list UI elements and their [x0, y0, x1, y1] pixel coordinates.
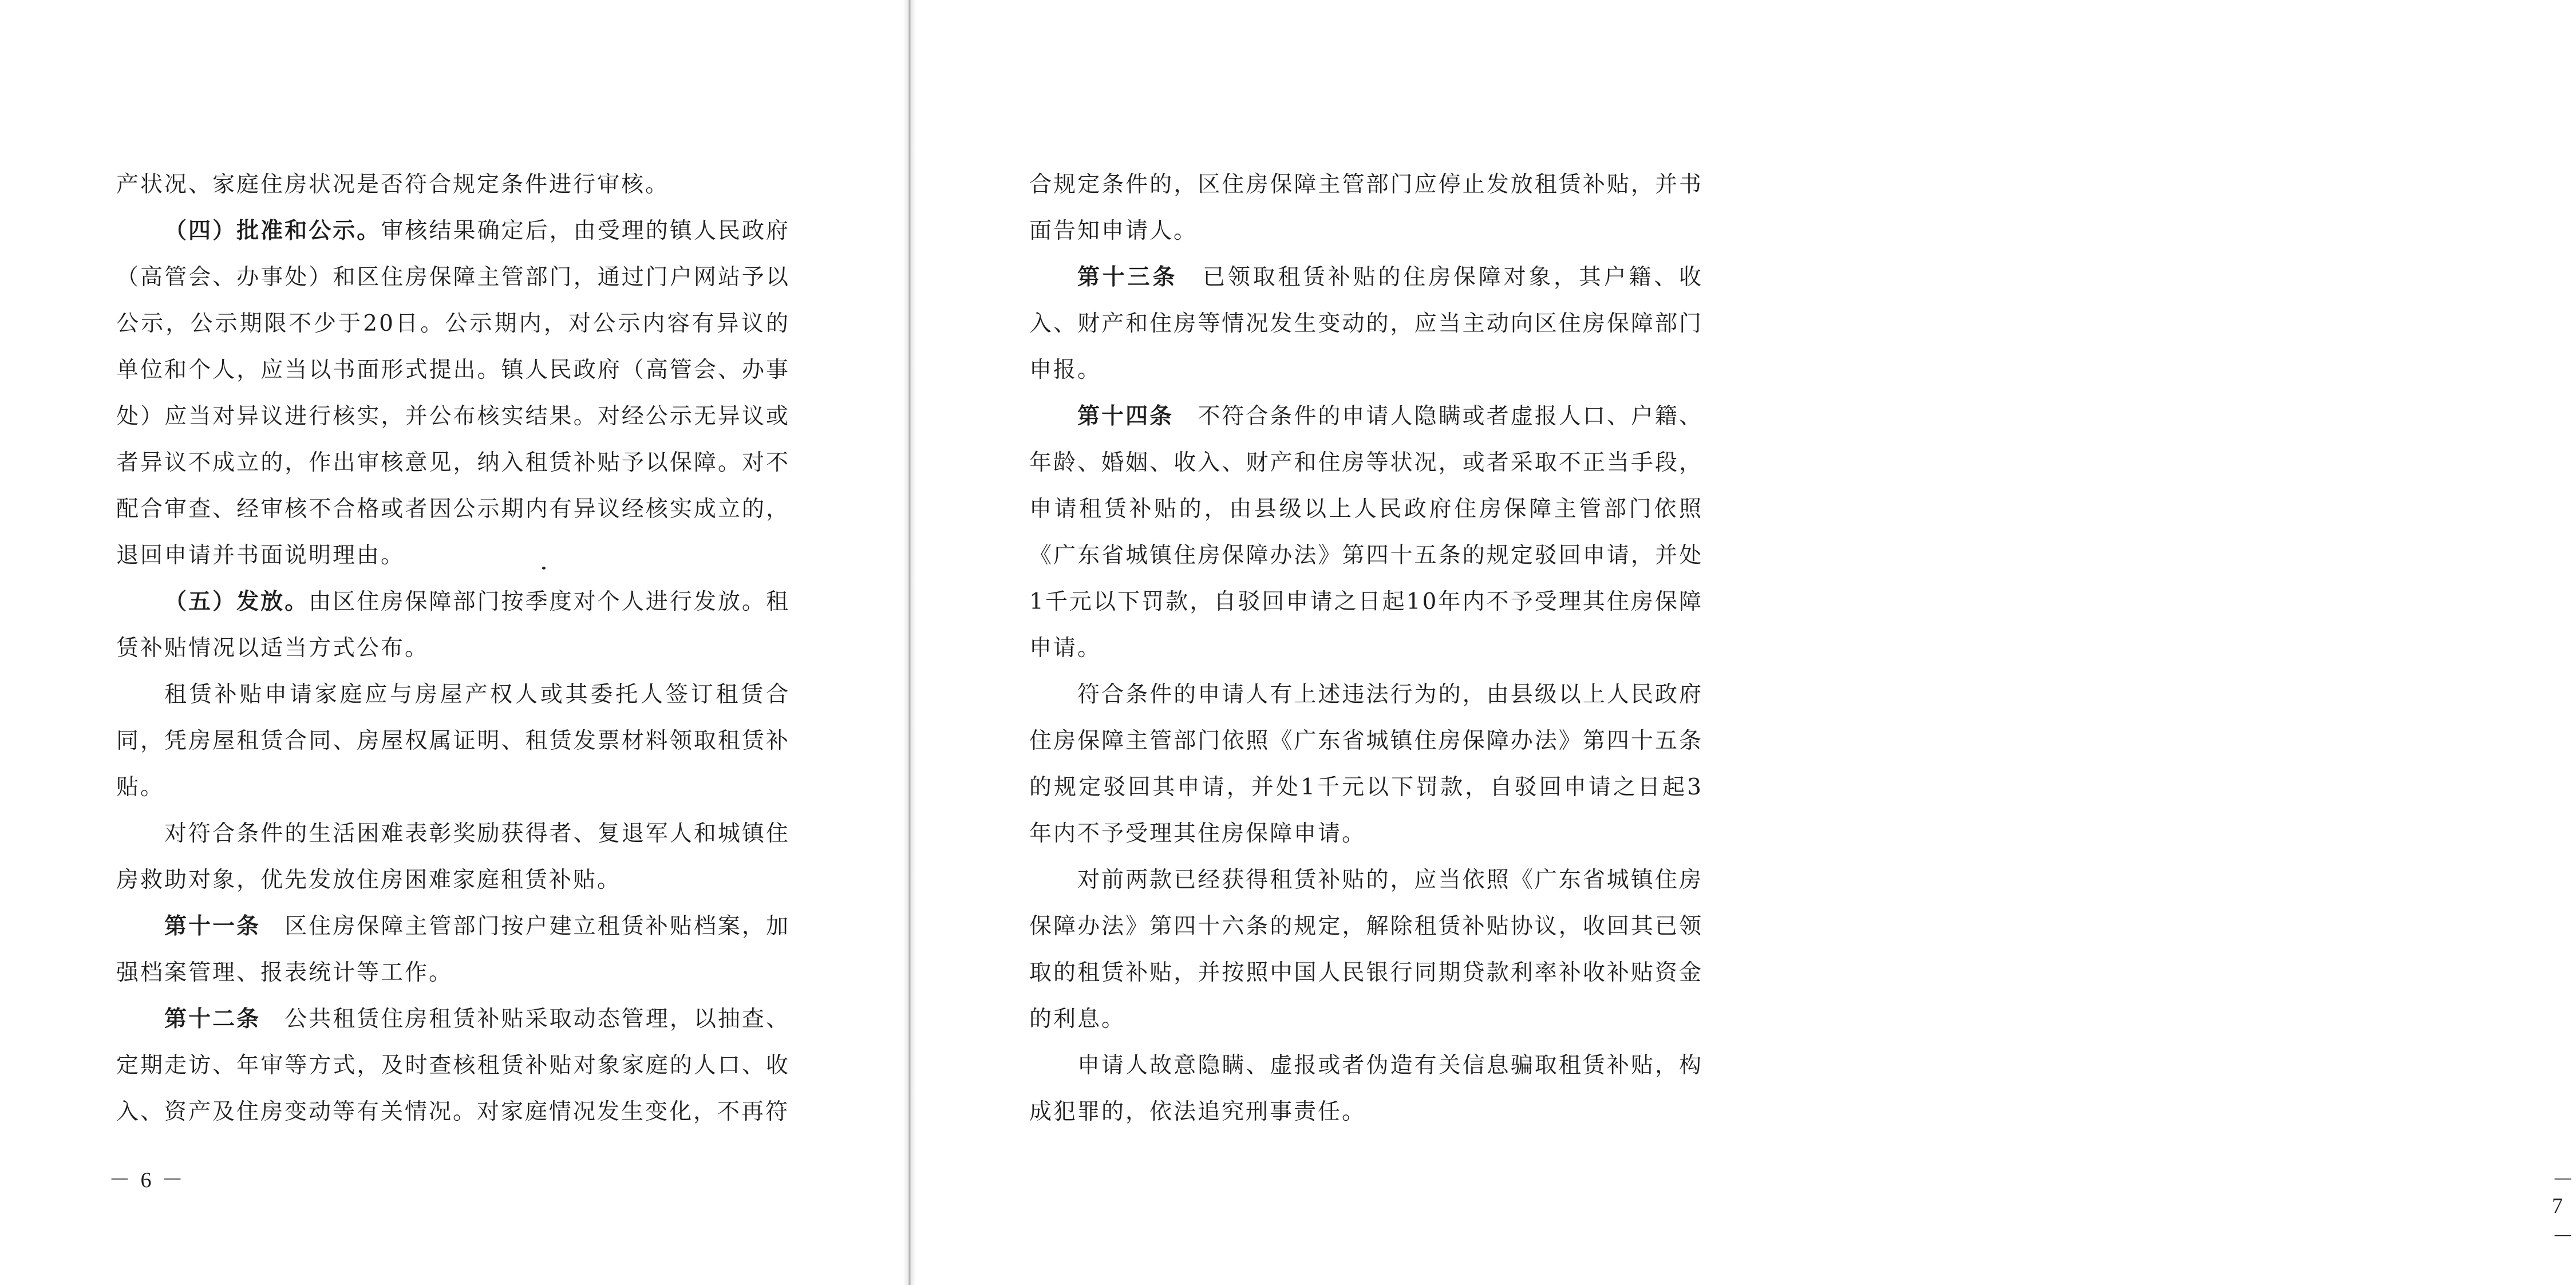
paragraph [116, 810, 790, 903]
paragraph-text: 合规定条件的，区住房保障主管部门应停止发放租赁补贴，并书面告知申请人。 [1029, 172, 1703, 244]
right-page-body [1029, 161, 1703, 1135]
page-number: － 6 － [109, 1168, 186, 1192]
article-heading: 第十二条 [164, 1006, 261, 1032]
paragraph-text: 审核结果确定后，由受理的镇人民政府（高管会、办事处）和区住房保障主管部门，通过门户网站予以公示，公示期限不少于20日。公示期内，对公示内容有异议的单位和个人，应当以书面形式提出。镇人民政府（高管会、办事处）应当对异议进行核实，并公布核实结果。对经公示无异议或者异议不成立的，作出审核意见，纳入租赁补贴予以保障。对不配合审查、经审核不合格或者因公示期内有异议经核实成立的，退回申请并书面说明理由。 [116, 218, 790, 568]
paragraph [1029, 671, 1703, 857]
paragraph [1029, 254, 1703, 393]
left-page [0, 0, 908, 1285]
paragraph [116, 903, 790, 996]
page-number: － 7 － [2552, 1168, 2576, 1249]
paragraph [116, 671, 790, 810]
paragraph-text: 申请人故意隐瞒、虚报或者伪造有关信息骗取租赁补贴，构成犯罪的，依法追究刑事责任。 [1029, 1053, 1703, 1125]
article-heading: 第十三条 [1077, 264, 1178, 290]
paragraph [116, 996, 790, 1135]
paragraph [116, 579, 790, 671]
paragraph [1029, 857, 1703, 1042]
paragraph-text: 区住房保障主管部门按户建立租赁补贴档案，加强档案管理、报表统计等工作。 [116, 914, 790, 986]
paragraph-lead: （四）批准和公示。 [164, 218, 381, 244]
article-heading: 第十四条 [1077, 403, 1174, 429]
paragraph-text: 已领取租赁补贴的住房保障对象，其户籍、收入、财产和住房等情况发生变动的，应当主动向区住房保障部门申报。 [1029, 264, 1703, 383]
paragraph-text: 公共租赁住房租赁补贴采取动态管理，以抽查、定期走访、年审等方式，及时查核租赁补贴对象家庭的人口、收入、资产及住房变动等有关情况。对家庭情况发生变化，不再符 [116, 1006, 790, 1125]
scan-speck [542, 567, 546, 570]
paragraph [1029, 161, 1703, 254]
paragraph [116, 161, 790, 208]
left-page-body [116, 161, 790, 1135]
book-gutter [903, 0, 916, 1285]
paragraph-text: 符合条件的申请人有上述违法行为的，由县级以上人民政府住房保障主管部门依照《广东省城镇住房保障办法》第四十五条的规定驳回其申请，并处1千元以下罚款，自驳回申请之日起3年内不予受理其住房保障申请。 [1029, 682, 1703, 847]
paragraph-text: 产状况、家庭住房状况是否符合规定条件进行审核。 [116, 172, 670, 197]
paragraph-text: 租赁补贴申请家庭应与房屋产权人或其委托人签订租赁合同，凭房屋租赁合同、房屋权属证明、租赁发票材料领取租赁补贴。 [116, 682, 790, 800]
paragraph-text: 对符合条件的生活困难表彰奖励获得者、复退军人和城镇住房救助对象，优先发放住房困难家庭租赁补贴。 [116, 821, 790, 893]
paragraph-text: 对前两款已经获得租赁补贴的，应当依照《广东省城镇住房保障办法》第四十六条的规定，解除租赁补贴协议，收回其已领取的租赁补贴，并按照中国人民银行同期贷款利率补收补贴资金的利息。 [1029, 867, 1703, 1032]
paragraph-lead: （五）发放。 [164, 588, 309, 615]
paragraph [1029, 1042, 1703, 1135]
article-heading: 第十一条 [164, 913, 261, 939]
paragraph [116, 208, 790, 579]
paragraph-text: 不符合条件的申请人隐瞒或者虚报人口、户籍、年龄、婚姻、收入、财产和住房等状况，或者采取不正当手段，申请租赁补贴的，由县级以上人民政府住房保障主管部门依照《广东省城镇住房保障办法》第四十五条的规定驳回申请，并处1千元以下罚款，自驳回申请之日起10年内不予受理其住房保障申请。 [1029, 404, 1703, 661]
paragraph-text: 由区住房保障部门按季度对个人进行发放。租赁补贴情况以适当方式公布。 [116, 589, 790, 661]
paragraph [1029, 393, 1703, 671]
